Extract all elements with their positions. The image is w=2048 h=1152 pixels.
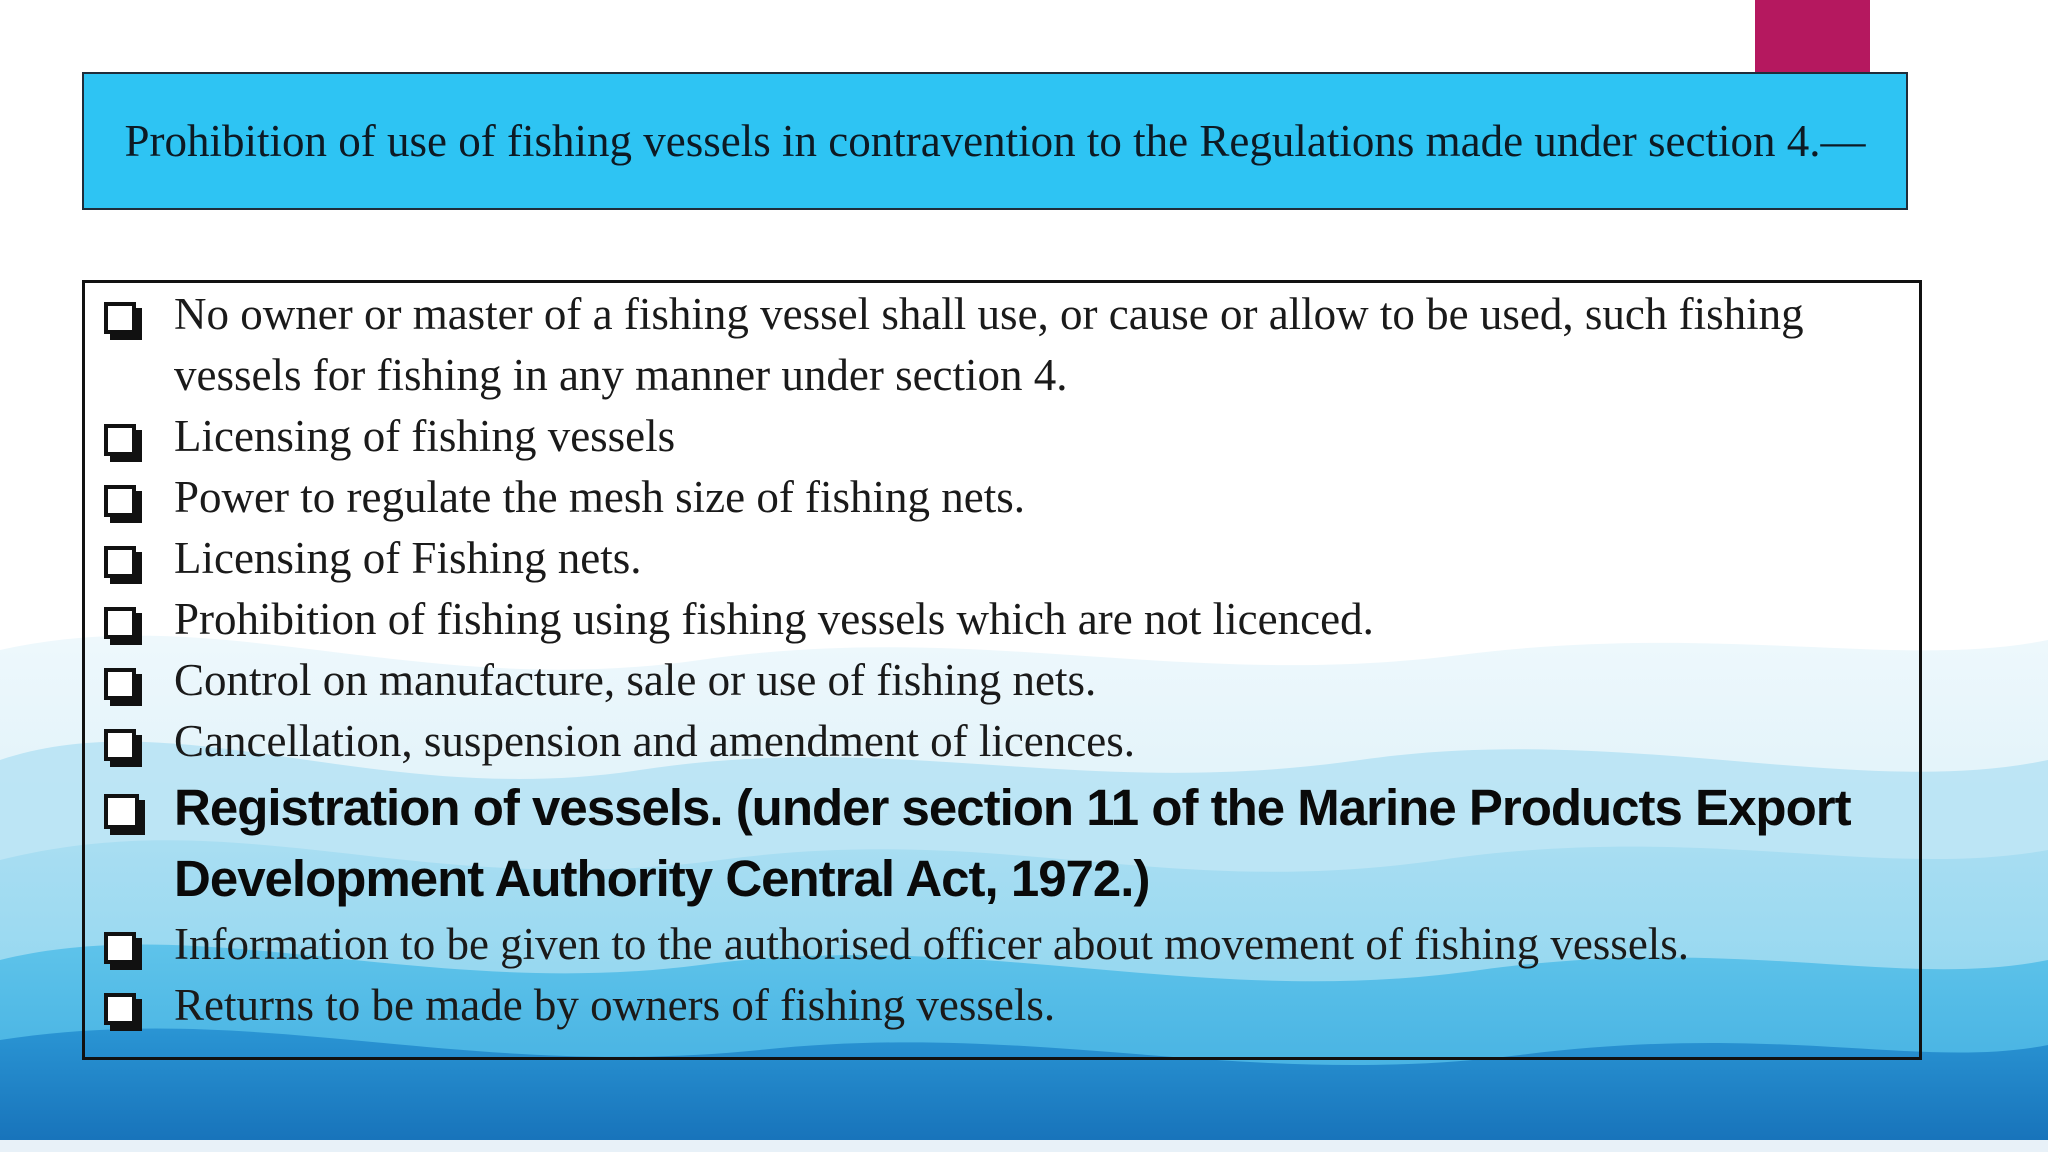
list-item-text: Licensing of Fishing nets. (174, 533, 642, 583)
list-item (96, 467, 1912, 528)
list-item-text: Registration of vessels. (under section 11 of the Marine Products Export Development Authority Central Act, 1972.) (174, 779, 1851, 907)
list-item-text: Information to be given to the authorised officer about movement of fishing vessels. (174, 919, 1690, 969)
list-item (96, 975, 1912, 1036)
list-item-text: Prohibition of fishing using fishing vessels which are not licenced. (174, 594, 1374, 644)
list-item (96, 406, 1912, 467)
list-item (96, 284, 1912, 406)
checkbox-bullet-icon (104, 932, 136, 964)
checkbox-bullet-icon (104, 729, 136, 761)
title-text: Prohibition of use of fishing vessels in contravention to the Regulations made under section 4.— (124, 115, 1866, 166)
slide-title (82, 72, 1908, 210)
checkbox-bullet-icon (104, 993, 136, 1025)
list-item-text: No owner or master of a fishing vessel shall use, or cause or allow to be used, such fishing vessels for fishing in any manner under section 4. (174, 289, 1804, 400)
checkbox-bullet-icon (104, 546, 136, 578)
list-item (96, 711, 1912, 772)
list-item-text: Power to regulate the mesh size of fishing nets. (174, 472, 1026, 522)
bullet-list (96, 284, 1912, 1036)
checkbox-bullet-icon (104, 607, 136, 639)
list-item-emphasized (96, 772, 1912, 914)
accent-tab (1755, 0, 1870, 74)
checkbox-bullet-icon (104, 302, 136, 334)
checkbox-bullet-icon (104, 485, 136, 517)
list-item (96, 914, 1912, 975)
list-item-text: Control on manufacture, sale or use of fishing nets. (174, 655, 1097, 705)
checkbox-bullet-icon (104, 794, 139, 829)
list-item-text: Licensing of fishing vessels (174, 411, 676, 461)
list-item (96, 528, 1912, 589)
list-item (96, 650, 1912, 711)
list-item (96, 589, 1912, 650)
list-item-text: Returns to be made by owners of fishing vessels. (174, 980, 1056, 1030)
checkbox-bullet-icon (104, 424, 136, 456)
checkbox-bullet-icon (104, 668, 136, 700)
list-item-text: Cancellation, suspension and amendment of licences. (174, 716, 1135, 766)
